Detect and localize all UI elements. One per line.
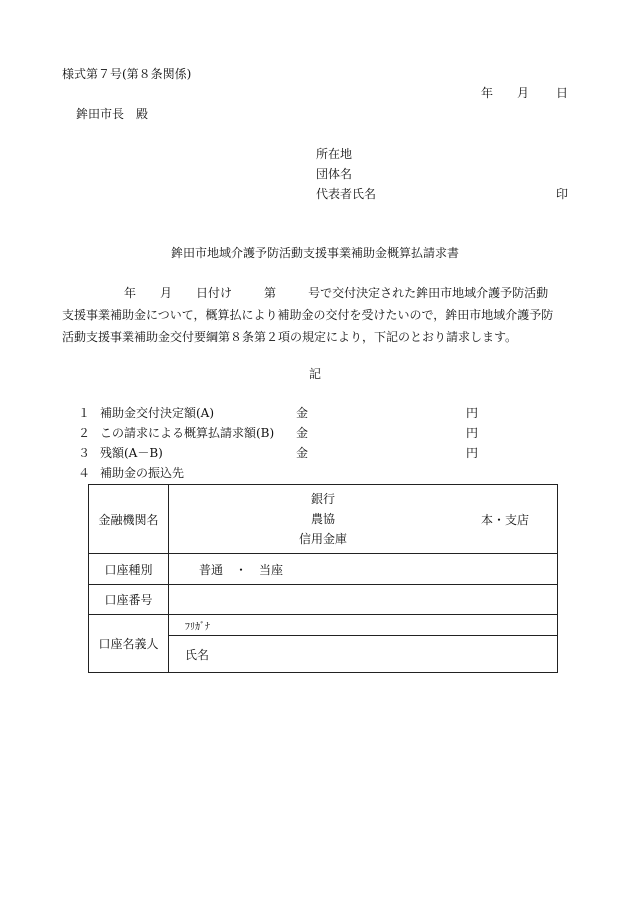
org-name-label: 団体名 <box>316 167 353 181</box>
paragraph-line-2: 支援事業補助金について，概算払により補助金の交付を受けたいので，鉾田市地域介護予防 <box>62 308 554 322</box>
date-year-label: 年 <box>481 86 494 100</box>
request-paragraph <box>62 282 582 348</box>
branch-suffix: 本・支店 <box>480 513 529 527</box>
account-number-field[interactable] <box>169 585 558 615</box>
date-day-label: 日 <box>556 86 569 100</box>
institution-type-shinkin: 信用金庫 <box>299 532 348 546</box>
item-1-label: 補助金交付決定額(A) <box>100 406 215 420</box>
furigana-row <box>89 615 558 636</box>
item-2-yen: 円 <box>466 426 479 440</box>
institution-field[interactable] <box>169 485 558 554</box>
item-3-number: ３ <box>78 446 91 460</box>
document-title: 鉾田市地域介護予防活動支援事業補助金概算払請求書 <box>170 246 459 260</box>
item-4-number: ４ <box>78 466 91 480</box>
account-type-label: 口座種別 <box>89 554 169 585</box>
item-1-number: １ <box>78 406 91 420</box>
rep-name-label: 代表者氏名 <box>316 187 377 201</box>
item-2-label: この請求による概算払請求額(B) <box>100 426 275 440</box>
addressee: 鉾田市長 殿 <box>76 107 149 121</box>
account-type-options[interactable]: 普通 ・ 当座 <box>169 554 558 585</box>
institution-type-nokyo: 農協 <box>311 512 336 526</box>
institution-row <box>89 485 558 554</box>
item-3-yen: 円 <box>466 446 479 460</box>
location-label: 所在地 <box>316 147 353 161</box>
seal-mark: 印 <box>556 187 569 201</box>
holder-name-field[interactable]: 氏名 <box>169 636 558 673</box>
ki-heading: 記 <box>308 367 321 381</box>
form-number: 様式第７号(第８条関係) <box>62 67 192 81</box>
date-month-label: 月 <box>517 86 530 100</box>
item-2-kin: 金 <box>296 426 309 440</box>
institution-label: 金融機関名 <box>89 485 169 554</box>
bank-transfer-table <box>88 484 558 673</box>
paragraph-line-1: 年 月 日付け 第 号で交付決定された鉾田市地域介護予防活動 <box>124 286 549 300</box>
furigana-field[interactable]: ﾌﾘｶﾞﾅ <box>169 615 558 636</box>
item-1-kin: 金 <box>296 406 309 420</box>
institution-type-bank: 銀行 <box>311 492 336 506</box>
account-holder-label: 口座名義人 <box>89 615 169 673</box>
account-number-label: 口座番号 <box>89 585 169 615</box>
account-number-row <box>89 585 558 615</box>
institution-types <box>299 489 347 549</box>
item-3-kin: 金 <box>296 446 309 460</box>
item-2-number: ２ <box>78 426 91 440</box>
item-3-label: 残額(A－B) <box>100 446 163 460</box>
account-type-row <box>89 554 558 585</box>
item-1-yen: 円 <box>466 406 479 420</box>
item-4-label: 補助金の振込先 <box>100 466 185 480</box>
paragraph-line-3: 活動支援事業補助金交付要綱第８条第２項の規定により，下記のとおり請求します。 <box>62 330 518 344</box>
